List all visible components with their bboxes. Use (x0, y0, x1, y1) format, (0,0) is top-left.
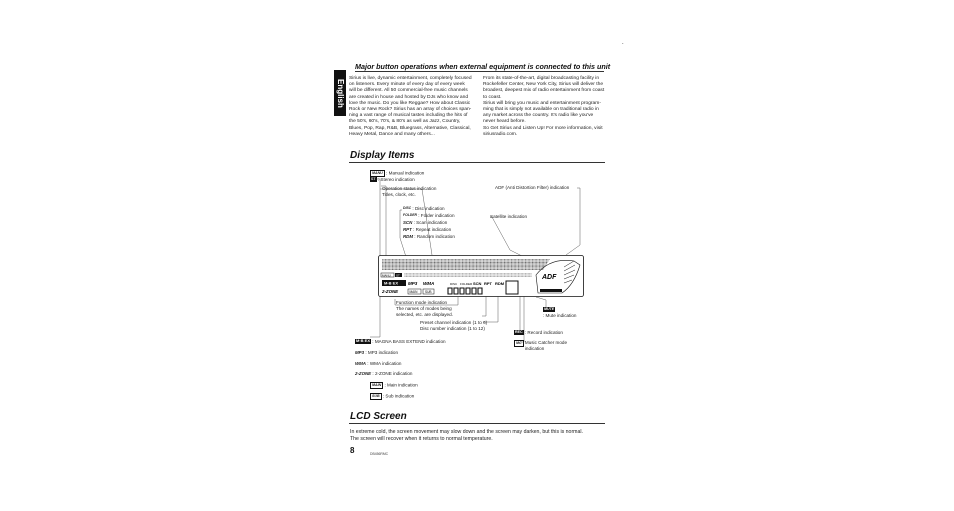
lcd-screen-note (350, 429, 606, 443)
intro-left-line: Sirius is live, dynamic entertainment, completely focused (349, 76, 472, 81)
manual-icon: MANU (372, 171, 383, 175)
main-icon: MAIN (372, 383, 382, 387)
intro-left-line: will be different. All 50 commercial-free music channels (349, 88, 468, 94)
lcd-screen-rule (349, 423, 605, 424)
lcd-manu-text: MANU (382, 273, 391, 278)
preset-channel-line: Preset channel indication (1 to 6) (420, 320, 488, 325)
main-indication (370, 382, 418, 389)
lcd-screen-note-line: In extreme cold, the screen movement may slow down and the screen may darken, but this is normal. (350, 429, 583, 435)
language-tab: English (334, 70, 346, 116)
repeat-icon: RPT (403, 227, 412, 232)
record-icon: REC (515, 330, 523, 335)
mbe-label: : MAGNA BASS EXTEND indication (372, 339, 446, 344)
lcd-screen-note-line: The screen will recover when it returns to normal temperature. (350, 436, 493, 442)
intro-right-column (483, 76, 605, 138)
wma-label: : WMA indication (367, 361, 402, 367)
lcd-screen-title: LCD Screen (350, 411, 407, 422)
lcd-adf-text: ADF (542, 274, 557, 281)
folder-icon: FOLDER (403, 213, 417, 217)
intro-left-line: love the music. Do you like Reggae? How about Classic (349, 100, 471, 106)
zone-icon: 2-ZONE (355, 371, 372, 376)
intro-right-line: From its state-of-the-art, digital broadcasting facility in (483, 76, 600, 81)
mbe-indication (355, 339, 446, 345)
intro-left-line: the 50's, 60's, 70's, & 80's as well as Jazz, Country, (349, 119, 461, 125)
music-catcher-icon: MC (516, 341, 522, 345)
lcd-mp3-text: MP3 (408, 281, 418, 286)
callout-line (380, 189, 432, 255)
function-mode-line: selected, etc. are displayed. (396, 311, 453, 317)
mp3-label: : MP3 indication (365, 350, 398, 356)
lcd-disc-segment: DISC (450, 282, 458, 286)
mute-icon: MUTE (544, 307, 555, 312)
music-catcher-text (525, 340, 567, 352)
intro-left-column (349, 76, 477, 138)
intro-right-line: Rockefeller Center, New York City, Sirius will deliver the (483, 82, 604, 88)
stereo-icon: ST (371, 177, 376, 182)
lcd-wma-text: WMA (423, 281, 435, 286)
model-number: DB456RMC (370, 452, 389, 456)
intro-right-line: ming that is simply not available on traditional radio in (483, 107, 599, 113)
lcd-sub-text: SUB (425, 289, 432, 294)
intro-right-line: siriusradio.com. (483, 131, 518, 137)
lcd-scan-segment: SCN (473, 281, 482, 286)
function-mode-label (396, 300, 453, 317)
intro-right-line: to coast. (483, 94, 502, 100)
mute-indication (543, 307, 576, 319)
lcd-mbe-text: M·B EX (384, 280, 398, 286)
manual-label: : Manual indication (386, 170, 425, 176)
lcd-rdm-segment: RDM (495, 281, 505, 286)
preset-disc-label (420, 320, 487, 332)
zone-label: : 2-ZONE indication (372, 371, 413, 377)
record-label: : Record indication (524, 330, 563, 335)
operation-status-line: Titles, clock, etc. (382, 191, 416, 197)
intro-left-line: Heavy Metal, Dance and many others... (349, 131, 435, 137)
sub-icon: SUB (372, 394, 380, 398)
scan-label: : Scan indication (413, 220, 448, 226)
random-label: : Random indication (414, 234, 455, 240)
lcd-status-row (404, 273, 532, 277)
display-items-title: Display Items (350, 150, 415, 161)
lcd-display-panel (378, 255, 584, 297)
music-catcher-indication (514, 340, 567, 352)
disc-icon: DISC (403, 206, 412, 210)
random-icon: RDM (403, 234, 413, 239)
wma-icon: WMA (355, 361, 366, 366)
record-indication (514, 330, 563, 336)
intro-right-line: never heard before. (483, 119, 526, 125)
folder-label: : Folder indication (418, 213, 455, 219)
music-catcher-line: indication (524, 345, 545, 351)
operation-status-line: Operation status indication (382, 186, 437, 191)
header-rule (355, 71, 604, 72)
lcd-folder-segment: FOLDER (460, 282, 473, 286)
intro-left-line: are created in house and hosted by DJs who know and (349, 94, 469, 100)
function-mode-line: The names of modes being (396, 305, 452, 311)
repeat-label: : Repeat indication (413, 227, 452, 233)
display-items-rule (349, 162, 605, 163)
intro-left-line: ning a vast range of musical tastes including the hits of (349, 113, 468, 119)
lcd-satellite-bar (540, 289, 562, 292)
mp3-icon: MP3 (355, 350, 365, 355)
intro-right-line: broadest, deepest mix of radio entertainment from coast (483, 88, 605, 94)
main-label: : Main indication (384, 382, 418, 388)
mbe-icon: M·B EX (356, 338, 370, 344)
disc-label: : Disc indication (412, 206, 445, 212)
page-header: Major button operations when external equipment is connected to this unit (355, 62, 611, 71)
mute-label: : Mute indication (543, 312, 577, 318)
zone-indication (355, 371, 412, 377)
stereo-label: : Stereo indication (377, 177, 415, 182)
intro-left-line: on listeners. Every minute of every day of every week (349, 82, 465, 88)
wma-indication (355, 361, 401, 367)
page-dot: . (622, 40, 624, 46)
sub-indication (370, 393, 414, 400)
page-number: 8 (350, 446, 355, 455)
function-mode-line: Function mode indication (396, 300, 448, 305)
callout-line (490, 217, 530, 260)
intro-right-line: any market across the country. It's radio like you've (483, 113, 594, 119)
lcd-dot-matrix (382, 259, 532, 270)
lcd-rpt-segment: RPT (484, 281, 492, 286)
adf-label: ADF (Anti Distortion Filter) indication (495, 185, 570, 190)
scan-icon: SCN (403, 220, 413, 225)
sub-label: : Sub indication (382, 393, 415, 399)
intro-left-line: Blues, Pop, Rap, R&B, Bluegrass, Alternative, Classical, (349, 125, 471, 131)
intro-right-line: So Get Sirius and Listen Up! For more information, visit (483, 125, 603, 131)
intro-left-line: Rock or New Rock? Sirius has an array of choices span- (349, 107, 472, 113)
lcd-zone-text: 2-ZONE (382, 289, 399, 294)
callout-line (370, 291, 380, 337)
satellite-label: Satellite indication (490, 214, 528, 219)
callout-line (566, 188, 580, 255)
lcd-main-text: MAIN (409, 289, 418, 294)
music-catcher-line: Music Catcher mode (524, 340, 567, 345)
disc-number-line: Disc number indication (1 to 12) (420, 325, 485, 331)
intro-right-line: Sirius will bring you music and entertainment program- (483, 100, 601, 106)
lcd-st-text: ST (396, 273, 400, 278)
mp3-indication (355, 350, 398, 356)
